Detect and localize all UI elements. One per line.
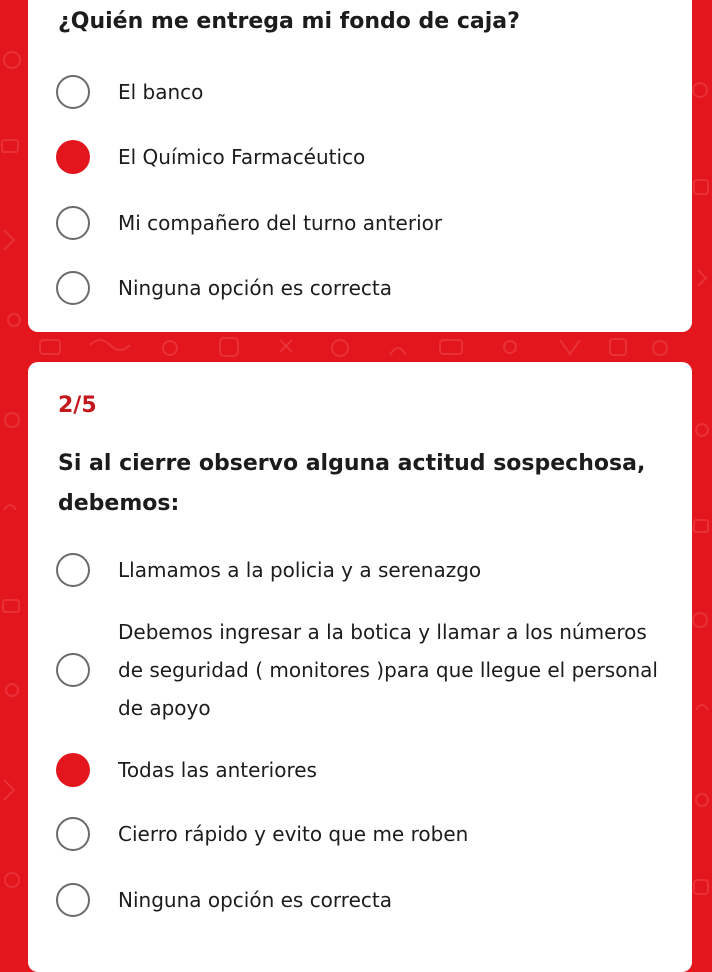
radio-button[interactable]: [56, 553, 90, 587]
radio-button-selected[interactable]: [56, 140, 90, 174]
option-label: Todas las anteriores: [118, 758, 317, 782]
question-card-1: [28, 0, 692, 332]
option-label: Cierro rápido y evito que me roben: [118, 822, 469, 846]
radio-button[interactable]: [56, 206, 90, 240]
option-ingresar-botica[interactable]: [28, 613, 692, 727]
option-companero-turno-anterior[interactable]: [28, 204, 692, 242]
option-quimico-farmaceutico[interactable]: [28, 138, 692, 176]
option-ninguna-correcta[interactable]: [28, 881, 692, 919]
question-counter: 2/5: [58, 393, 97, 418]
option-ninguna-correcta[interactable]: [28, 269, 692, 307]
option-label: Ninguna opción es correcta: [118, 888, 392, 912]
option-label: El Químico Farmacéutico: [118, 145, 366, 169]
option-el-banco[interactable]: [28, 73, 692, 111]
option-label: Debemos ingresar a la botica y llamar a los números de seguridad ( monitores )para que llegue el personal de apoyo: [118, 620, 658, 720]
option-label: Mi compañero del turno anterior: [118, 211, 443, 235]
option-cierro-rapido[interactable]: [28, 815, 692, 853]
option-todas-anteriores[interactable]: [28, 751, 692, 789]
radio-button[interactable]: [56, 817, 90, 851]
option-label: Llamamos a la policia y a serenazgo: [118, 558, 482, 582]
option-label: Ninguna opción es correcta: [118, 276, 392, 300]
radio-button[interactable]: [56, 883, 90, 917]
question-title: ¿Quién me entrega mi fondo de caja?: [58, 9, 520, 34]
radio-button[interactable]: [56, 75, 90, 109]
option-label: El banco: [118, 80, 204, 104]
question-card-2: [28, 362, 692, 972]
option-llamar-policia[interactable]: [28, 551, 692, 589]
radio-button[interactable]: [56, 271, 90, 305]
question-title: Si al cierre observo alguna actitud sospechosa, debemos:: [58, 451, 646, 516]
radio-button[interactable]: [56, 653, 90, 687]
radio-button-selected[interactable]: [56, 753, 90, 787]
